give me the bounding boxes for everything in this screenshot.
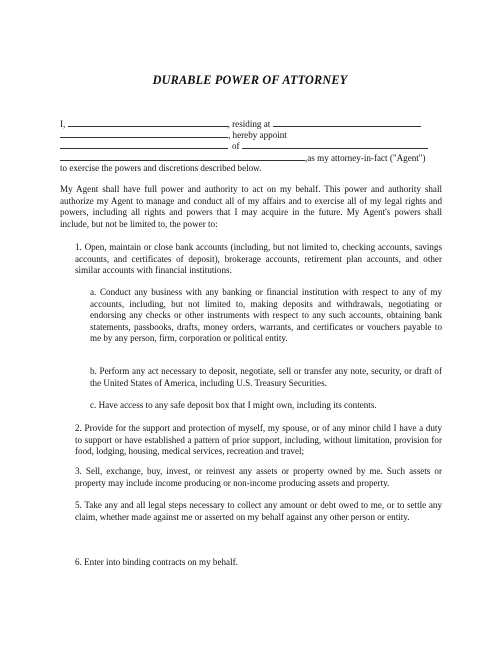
list-item-3: 3. Sell, exchange, buy, invest, or reinvest any assets or property owned by me. Such assets or property may include income producing or non-income producing assets and property. xyxy=(75,466,442,488)
intro-line-5: to exercise the powers and discretions described below. xyxy=(60,163,262,173)
attorney-in-fact-label: ,as my attorney-in-fact ("Agent") xyxy=(305,153,426,163)
list-item-b: b. Perform any act necessary to deposit, negotiate, sell or transfer any note, security, or draft of the United States of America, including U.S. Treasury Securities. xyxy=(90,366,442,388)
list-item-2: 2. Provide for the support and protection of myself, my spouse, or of any minor child I have a duty to support or have established a pattern of prior support, including, without limitation, provision for food, lodging, housing, medical services, recreation and travel; xyxy=(75,423,442,457)
agent-address-blank-2[interactable] xyxy=(60,152,305,161)
principal-name-blank[interactable] xyxy=(68,118,228,127)
agent-name-blank[interactable] xyxy=(60,140,228,149)
agent-address-blank[interactable] xyxy=(242,140,428,149)
hereby-appoint-label: , hereby appoint xyxy=(228,130,287,140)
principal-address-blank[interactable] xyxy=(273,118,421,127)
principal-address-blank-2[interactable] xyxy=(60,129,228,138)
list-item-a: a. Conduct any business with any banking or financial institution with respect to any of my accounts, including, but not limited to, making deposits and withdrawals, negotiating or endorsing any checks or other instruments with respect to any such accounts, obtaining bank statements, passbooks, drafts, money orders, warrants, and certificates or vouchers payable to me by any person, firm, corporation or political entity. xyxy=(90,287,442,344)
intro-line-3 xyxy=(60,140,428,152)
list-item-c: c. Have access to any safe deposit box that I might own, including its contents. xyxy=(90,400,377,410)
of-label: of xyxy=(232,141,240,151)
document-title: DURABLE POWER OF ATTORNEY xyxy=(152,73,348,87)
list-item-5: 5. Take any and all legal steps necessary to collect any amount or debt owed to me, or to settle any claim, whether made against me or asserted on my behalf against any other person or entity. xyxy=(75,500,442,522)
list-item-1: 1. Open, maintain or close bank accounts (including, but not limited to, checking accounts, savings accounts, and certificates of deposit), brokerage accounts, retirement plan accounts, and other similar accounts with financial institutions. xyxy=(75,242,442,276)
authority-paragraph: My Agent shall have full power and authority to act on my behalf. This power and authority shall authorize my Agent to manage and conduct all of my affairs and to exercise all of my legal rights and powers, including all rights and powers that I may acquire in the future. My Agent's powers shall include, but not be limited to, the power to: xyxy=(60,184,442,229)
residing-label: , residing at xyxy=(227,119,271,129)
intro-i-label: I, xyxy=(60,119,66,129)
list-item-6: 6. Enter into binding contracts on my behalf. xyxy=(75,557,238,567)
